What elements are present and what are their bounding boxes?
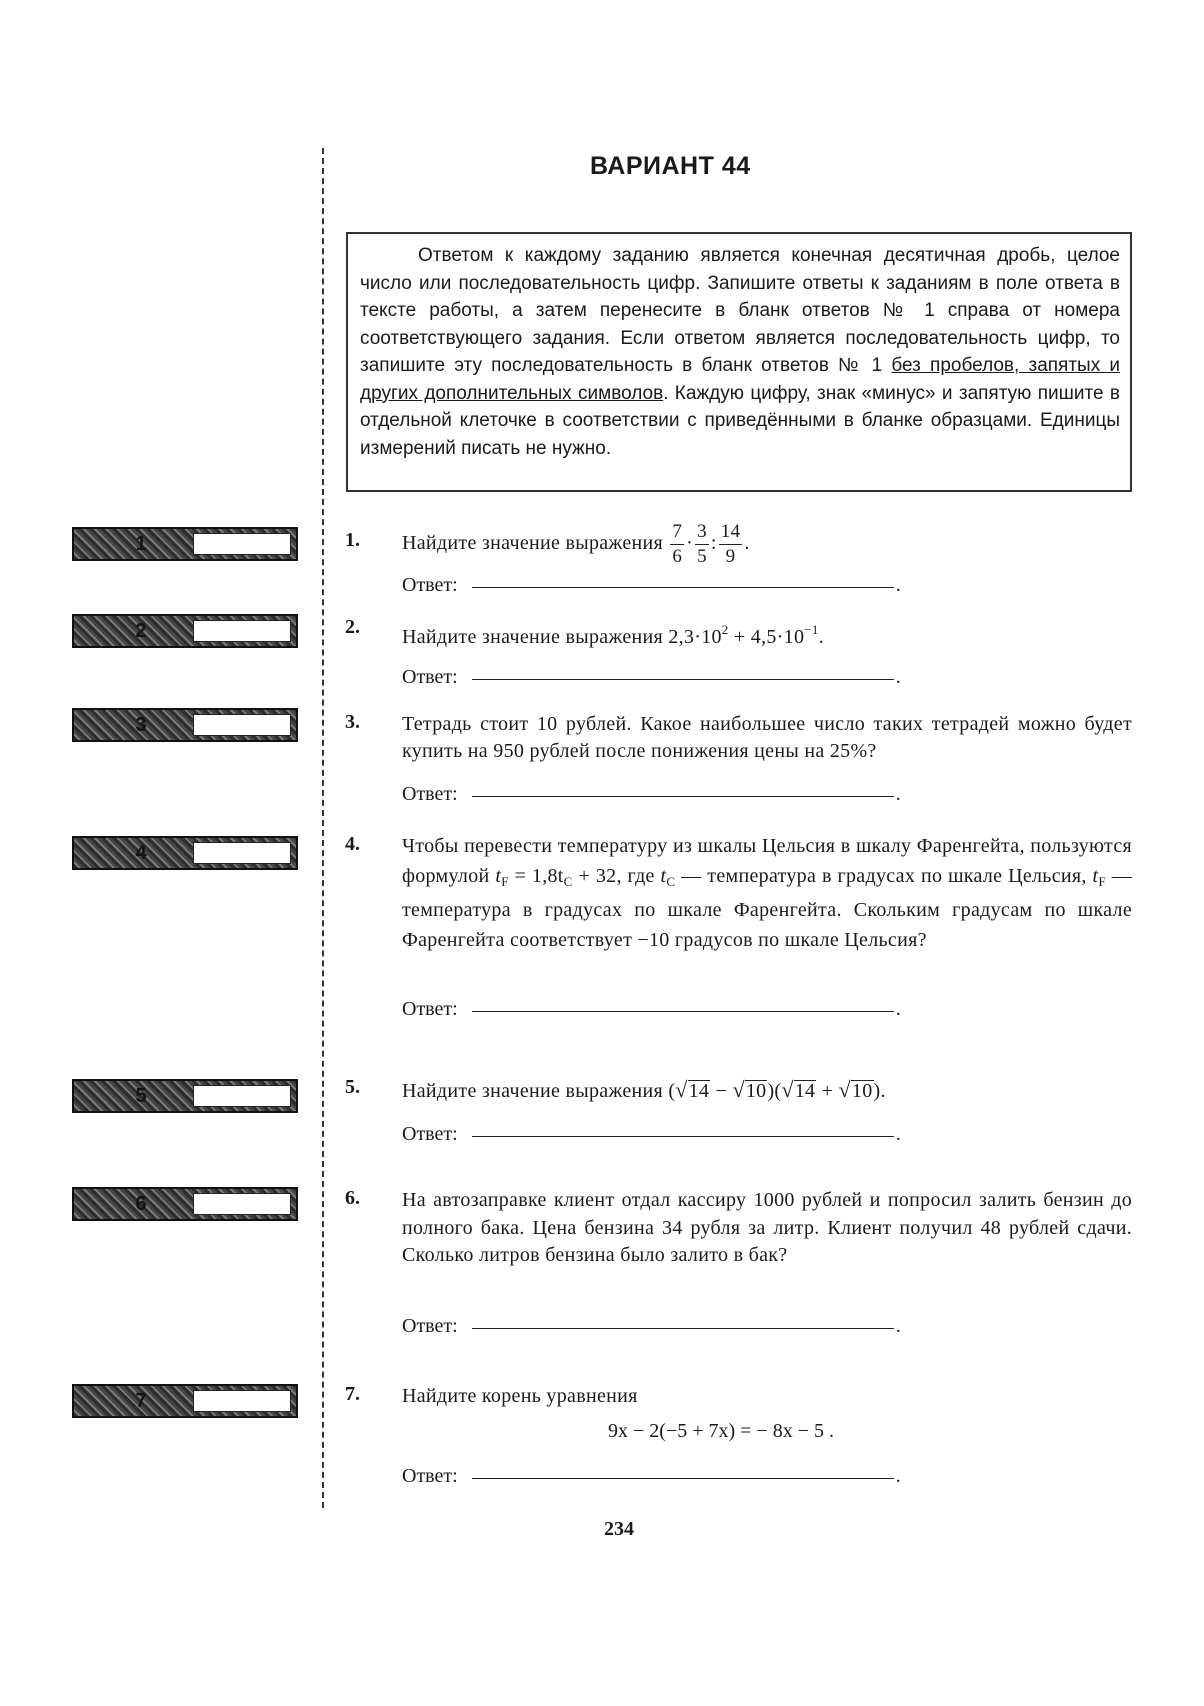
numerator: 3 <box>695 520 709 545</box>
answer-field[interactable] <box>472 1010 894 1012</box>
paren: ). <box>873 1080 886 1102</box>
question-number: 4. <box>345 833 360 855</box>
fraction <box>719 520 743 569</box>
question-number: 7. <box>345 1383 360 1405</box>
marker-number: 6 <box>135 1193 147 1215</box>
denominator: 9 <box>725 546 736 567</box>
answer-field[interactable] <box>472 1477 894 1479</box>
expression-2 <box>668 622 824 648</box>
answer-field[interactable] <box>472 678 894 680</box>
marker-box <box>193 842 291 864</box>
formula-var: t <box>660 864 667 887</box>
expression-5 <box>668 1077 886 1102</box>
numerator: 14 <box>719 520 743 545</box>
exponent: 2 <box>721 622 729 637</box>
question-text: Найдите корень уравнения <box>402 1385 638 1407</box>
period: . <box>818 626 824 648</box>
question-number: 3. <box>345 711 360 733</box>
question-5-text <box>402 1076 1132 1105</box>
instructions-underlined: без пробелов, запятых и других дополнительных символов <box>360 355 1120 404</box>
answer-row-2 <box>402 666 901 692</box>
sqrt-sign: √ <box>838 1077 851 1102</box>
marker-number: 3 <box>135 714 147 736</box>
instructions-part1: Ответом к каждому заданию является конечная десятичная дробь, целое число или последовательность цифр. Запишите ответы к заданиям в поле ответа в тексте работы, а затем перенесите в бланк ответов № 1 справа от номера соответствующего задания. Если ответом является последовательность цифр, то запишите эту последовательность в бланк ответов № 1 <box>360 245 1120 376</box>
sqrt-sign: √ <box>675 1077 688 1102</box>
answer-row-7 <box>402 1465 901 1491</box>
answer-dot: . <box>895 1123 901 1145</box>
marker-box <box>193 1193 291 1215</box>
operator: : <box>710 532 717 555</box>
question-2-text <box>402 616 1132 651</box>
denominator: 6 <box>672 546 683 567</box>
formula-sub: F <box>1098 873 1106 889</box>
formula-var: t <box>495 864 502 887</box>
question-number: 5. <box>345 1076 360 1098</box>
question-text: На автозаправке клиент отдал кассиру 1000 рублей и попросил залить бензин до полного бака. Цена бензина 34 рубля за литр. Клиент получил 48 рублей сдачи. Сколько литров бензина было залито в бак? <box>402 1189 1132 1266</box>
answer-dot: . <box>895 574 901 596</box>
term: 2,3·10 <box>668 626 722 648</box>
operator: + <box>816 1080 839 1102</box>
answer-marker-4 <box>72 836 298 870</box>
radicand: 10 <box>851 1080 873 1102</box>
answer-field[interactable] <box>472 586 894 588</box>
answer-marker-1 <box>72 527 298 561</box>
operator: · <box>686 532 694 555</box>
answer-row-5 <box>402 1123 901 1149</box>
paren: )( <box>767 1080 782 1102</box>
answer-label: Ответ: <box>402 998 458 1020</box>
answer-dot: . <box>895 998 901 1020</box>
radicand: 14 <box>794 1080 816 1102</box>
instructions-box <box>346 232 1132 492</box>
operator: − <box>710 1080 733 1102</box>
paren: ( <box>668 1080 676 1102</box>
answer-row-1 <box>402 574 901 600</box>
question-4-text <box>402 832 1132 955</box>
denominator: 5 <box>697 546 707 567</box>
answer-row-4 <box>402 998 901 1024</box>
formula-var: t <box>1092 864 1099 887</box>
question-text: Найдите значение выражения <box>402 626 664 648</box>
question-text: , где <box>616 864 661 887</box>
equation: 9x − 2(−5 + 7x) = − 8x − 5 . <box>608 1420 834 1442</box>
marker-box <box>193 533 291 555</box>
formula-part: + 32 <box>572 864 617 887</box>
question-number: 1. <box>345 529 360 551</box>
answer-marker-2 <box>72 614 298 648</box>
cut-line <box>322 148 324 1508</box>
answer-field[interactable] <box>472 795 894 797</box>
answer-dot: . <box>895 1465 901 1487</box>
radicand: 14 <box>688 1080 710 1102</box>
radicand: 10 <box>745 1080 767 1102</box>
question-text: Тетрадь стоит 10 рублей. Какое наибольшее число таких тетрадей можно будет купить на 950 рублей после понижения цены на 25%? <box>402 713 1132 762</box>
formula <box>495 865 616 887</box>
answer-field[interactable] <box>472 1327 894 1329</box>
marker-box <box>193 620 291 642</box>
fraction <box>670 520 684 569</box>
marker-box <box>193 1085 291 1107</box>
answer-marker-5 <box>72 1079 298 1113</box>
answer-dot: . <box>895 666 901 688</box>
question-text: Чтобы перевести температуру из шкалы Цельсия в шкалу Фаренгейта, пользуются формулой <box>402 835 1132 887</box>
marker-number: 2 <box>135 620 147 642</box>
answer-field[interactable] <box>472 1135 894 1137</box>
page-title: ВАРИАНТ 44 <box>590 152 751 180</box>
exponent: −1 <box>804 622 819 637</box>
answer-label: Ответ: <box>402 666 458 688</box>
question-number: 6. <box>345 1187 360 1209</box>
marker-number: 1 <box>135 533 147 555</box>
answer-row-3 <box>402 783 901 809</box>
answer-label: Ответ: <box>402 574 458 596</box>
answer-marker-7 <box>72 1384 298 1418</box>
fraction <box>695 520 709 569</box>
question-text: Найдите значение выражения <box>402 532 664 555</box>
numerator: 7 <box>670 520 684 545</box>
answer-label: Ответ: <box>402 1465 458 1487</box>
instructions-text <box>360 242 1120 462</box>
question-text: — температура в градусах по шкале Цельсия, <box>675 864 1093 887</box>
answer-label: Ответ: <box>402 1123 458 1145</box>
formula-sub: F <box>501 873 509 889</box>
answer-label: Ответ: <box>402 783 458 805</box>
term: + 4,5·10 <box>728 626 805 648</box>
question-1-text <box>402 520 1132 569</box>
answer-marker-6 <box>72 1187 298 1221</box>
sqrt-sign: √ <box>732 1077 745 1102</box>
formula-sub: C <box>563 873 573 889</box>
answer-marker-3 <box>72 708 298 742</box>
instructions-part2: . Каждую цифру, знак «минус» и запятую пишите в отдельной клеточке в соответствии с приведёнными в бланке образцами. Единицы измерений писать не нужно. <box>360 382 1120 459</box>
answer-row-6 <box>402 1315 901 1341</box>
answer-dot: . <box>895 1315 901 1337</box>
expression-1 <box>668 521 750 567</box>
formula-sub: C <box>666 873 676 889</box>
marker-number: 7 <box>135 1390 147 1412</box>
marker-box <box>193 1390 291 1412</box>
formula-part: = 1,8t <box>508 864 564 887</box>
answer-label: Ответ: <box>402 1315 458 1337</box>
marker-number: 4 <box>135 842 147 864</box>
page-number: 234 <box>604 1518 634 1540</box>
marker-number: 5 <box>135 1085 147 1107</box>
period: . <box>744 532 750 555</box>
question-text: Найдите значение выражения <box>402 1080 664 1102</box>
marker-box <box>193 714 291 736</box>
question-text: — температура в градусах по шкале Фаренгейта. Скольким градусам по шкале Фаренгейта соответствует −10 градусов по шкале Цельсия? <box>402 864 1133 951</box>
answer-dot: . <box>895 783 901 805</box>
sqrt-sign: √ <box>781 1077 794 1102</box>
question-number: 2. <box>345 616 360 638</box>
